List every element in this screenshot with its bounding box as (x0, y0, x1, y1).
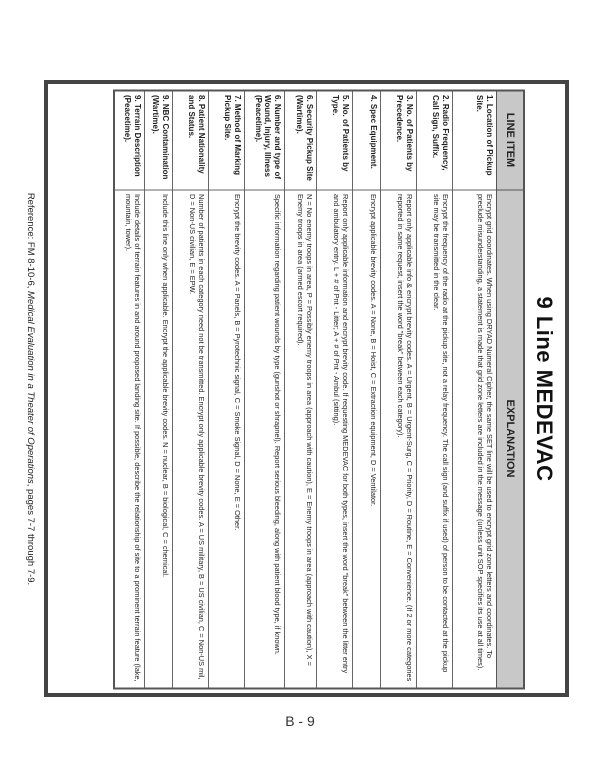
page-title: 9 Line MEDEVAC (531, 295, 557, 482)
header-explanation: EXPLANATION (496, 189, 524, 688)
reference-note (25, 86, 36, 691)
explanation: Include this line only when applicable. Encrypt the applicable brevity codes. N = nuclear, B = biological, C = chemical. (144, 189, 172, 688)
line-item: 8. Patient Nationality and Status. (172, 90, 208, 190)
line-item: 6. Number and type of Wound, Injury, Illness (Peacetime). (244, 90, 284, 190)
table-row (352, 90, 380, 688)
line-item: 1. Location of Pickup Site. (452, 90, 496, 190)
explanation: Specific information regarding patient wounds by type (gunshot or shrapnel). Report serious bleeding, along with patient blood type, if known. (244, 189, 284, 688)
line-item: 9. NBC Contamination (Wartime). (144, 90, 172, 190)
explanation: Report only applicable information and encrypt brevity code. If requesting MEDEVAC for both types, insert the word "break" between the litter entry and ambulatory entry. L + # of Pnt - Litter; A + # of Pnt - Ambul (sitting). (316, 189, 352, 688)
document-frame (24, 80, 569, 697)
table-row (114, 90, 144, 688)
line-item: 6. Security Pickup Site (Wartime). (284, 90, 316, 190)
medevac-table (113, 89, 525, 689)
line-item: 5. No. of Patients by Type. (316, 90, 352, 190)
table-row (284, 90, 316, 688)
table-row (380, 90, 416, 688)
reference-title: Medical Evaluation in a Theater of Operations (24, 290, 36, 484)
line-item: 9. Terrain Description (Peacetime). (114, 90, 144, 190)
line-item: 7. Method of Marking Pickup Site. (208, 90, 244, 190)
explanation: Encrypt the brevity codes. A = Panels, B = Pyrotechnic signal, C = Smoke Signal, D = None, E = Other. (208, 189, 244, 688)
table-row (172, 90, 208, 688)
table-row (208, 90, 244, 688)
line-item: 2. Radio Frequency, Call Sign, Suffix. (416, 90, 452, 190)
table-row (416, 90, 452, 688)
explanation: Encrypt applicable brevity codes. A = None, B = Hoist, C = Extraction equipment, D = Ventilator. (352, 189, 380, 688)
reference-suffix: , pages 7-7 through 7-9. (24, 483, 36, 585)
explanation: N = No enemy troops in area, P = Possibly enemy troops in area (approach with caution), E = Enemy troops in area (approach with caution), X = Enemy troops in area (armed escort required). (284, 189, 316, 688)
table-row (244, 90, 284, 688)
explanation: Encrypt the frequency of the radio at the pickup site, not a relay frequency. The call sign (and suffix if used) of person to be contacted at the pickup site may be transmitted in the clear. (416, 189, 452, 688)
explanation: Report only applicable info & encrypt brevity codes. A = Urgent, B = Urgent-Surg, C = Priority, D = Routine, E = Convenience. (If 2 or more categories reported in same request, insert the word "break" between each category). (380, 189, 416, 688)
table-row (452, 90, 496, 688)
page-number: B - 9 (285, 713, 315, 729)
header-line-item: LINE ITEM (496, 90, 524, 190)
line-item: 4. Spec Equipment. (352, 90, 380, 190)
reference-prefix: Reference: FM 8-10-6, (24, 192, 36, 291)
table-row (316, 90, 352, 688)
explanation: Number of patients in each category need not be transmitted. Encrypt only applicable brevity codes. A = US military, B = US civilian, C = Non-US mil, D = Non-US civilian, E = EPW. (172, 189, 208, 688)
table-header-row (496, 90, 524, 688)
table-row (144, 90, 172, 688)
line-item: 3. No. of Patients by Precedence. (380, 90, 416, 190)
rotated-content (24, 86, 563, 691)
explanation: Include details of terrain features in and around proposed landing site. If possible, describe the relationship of site to a prominent terrain feature (lake, mountain, tower). (114, 189, 144, 688)
explanation: Encrypt grid coordinates. When using DRYAD Numeral Cipher, the same SET line will be used to encrypt grid zone letters and coordinates. To preclude misunderstanding, a statement is made that grid zone letters are included in the message (unless unit SOP specifies its use at all times). (452, 189, 496, 688)
